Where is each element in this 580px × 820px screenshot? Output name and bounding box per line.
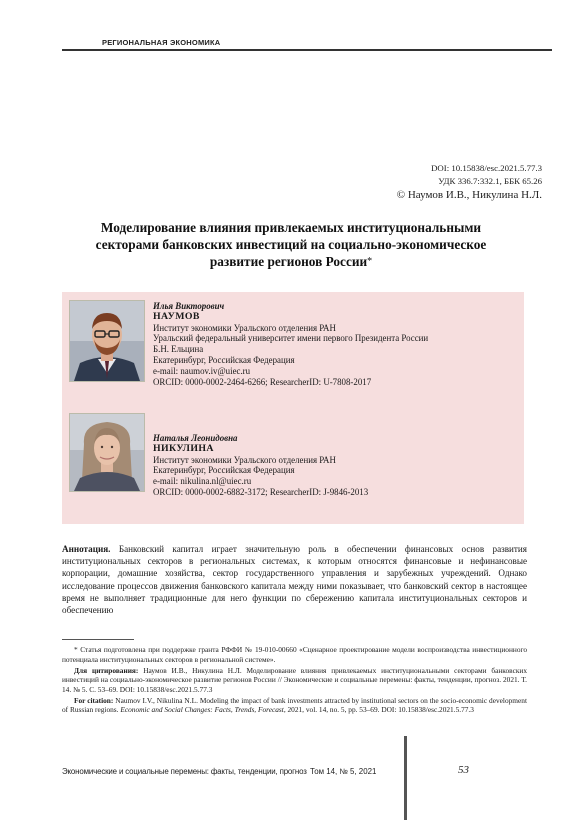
article-title	[62, 219, 520, 270]
header-rule	[62, 49, 552, 51]
author-first-name: Наталья Леонидовна	[153, 433, 238, 443]
citation-en-label: For citation:	[74, 695, 114, 705]
author-email: e-mail: nikulina.nl@uiec.ru	[153, 476, 252, 487]
citation-ru-label: Для цитирования:	[74, 665, 139, 675]
author-location: Екатеринбург, Российская Федерация	[153, 354, 295, 365]
doi-line: DOI: 10.15838/esc.2021.5.77.3	[431, 163, 542, 173]
authors-panel	[62, 292, 524, 524]
author-naumov	[153, 301, 428, 387]
author-location: Екатеринбург, Российская Федерация	[153, 465, 295, 476]
title-footnote-mark: *	[367, 256, 373, 267]
citation-en	[62, 696, 527, 715]
abstract-label: Аннотация.	[62, 544, 111, 554]
author-affiliation: Институт экономики Уральского отделения РАН	[153, 454, 336, 465]
footer-journal: Экономические и социальные перемены: факты, тенденции, прогноз	[62, 767, 307, 776]
footer-separator	[404, 736, 407, 820]
author-affiliation: Уральский федеральный университет имени первого Президента России	[153, 333, 429, 344]
running-header	[62, 38, 552, 50]
abstract-text: Банковский капитал играет значительную роль в обеспечении финансовых основ развития институциональных секторов в региональных системах, к которым относятся финансовые и нефинансовые корпорации, домашние хозяйства, сектор государственного управления и зарубежных учреждений. Однако исследование процессов движения банковского капитала между ними показывает, что банковский сектор в настоящее время не выполняет традиционные для него функции по сбережению капитала институциональных секторов и обеспечению	[62, 544, 527, 616]
author-nikulina	[153, 433, 368, 498]
footer-volume: Том 14, № 5, 2021	[310, 767, 377, 776]
grant-footnote: * Статья подготовлена при поддержке гранта РФФИ № 19-010-00660 «Сценарное проектирование модели воспроизводства инвестиционного потенциала институциональных секторов в региональной системе».	[62, 645, 527, 664]
citation-en-text: Naumov I.V., Nikulina N.L. Modeling the impact of bank investments attracted by institutional sectors on the socio-economic development of Russian regions.	[62, 695, 527, 714]
author-surname: НИКУЛИНА	[153, 442, 214, 454]
author-photo-naumov	[69, 300, 145, 382]
footnote-rule	[62, 639, 134, 640]
title-line-3: развитие регионов России	[209, 254, 368, 269]
udk-line: УДК 336.7:332.1, ББК 65.26	[438, 176, 542, 186]
author-ids: ORCID: 0000-0002-6882-3172; ResearcherID: J-9846-2013	[153, 486, 369, 497]
citation-en-journal: Economic and Social Changes: Facts, Trends, Forecast	[120, 705, 284, 714]
citation-ru	[62, 666, 527, 695]
author-photo-nikulina	[69, 413, 145, 492]
footnotes	[62, 645, 527, 716]
title-line-2: секторами банковских инвестиций на социально-экономическое	[95, 237, 487, 252]
author-ids: ORCID: 0000-0002-2464-6266; ResearcherID: U-7808-2017	[153, 376, 372, 387]
author-affiliation: Институт экономики Уральского отделения РАН	[153, 322, 336, 333]
copyright-line: © Наумов И.В., Никулина Н.Л.	[396, 189, 542, 201]
citation-en-details: , 2021, vol. 14, no. 5, pp. 53–69. DOI: 10.15838/esc.2021.5.77.3	[283, 705, 474, 714]
author-email: e-mail: naumov.iv@uiec.ru	[153, 365, 251, 376]
author-first-name: Илья Викторович	[153, 301, 225, 311]
author-surname: НАУМОВ	[153, 310, 200, 322]
title-line-1: Моделирование влияния привлекаемых институциональными	[100, 220, 482, 235]
citation-ru-text: Наумов И.В., Никулина Н.Л. Моделирование влияния привлекаемых институциональными секторами банковских инвестиций на социально-экономическое развитие регионов России // Экономические и социальные перемены: факты, тенденции, прогноз. 2021. Т. 14. № 5. С. 53–69. DOI: 10.15838/esc.2021.5.77.3	[62, 665, 527, 694]
section-title: РЕГИОНАЛЬНАЯ ЭКОНОМИКА	[102, 38, 221, 47]
author-affiliation: Б.Н. Ельцина	[153, 344, 204, 355]
page-number: 53	[458, 764, 469, 776]
abstract	[62, 543, 527, 616]
